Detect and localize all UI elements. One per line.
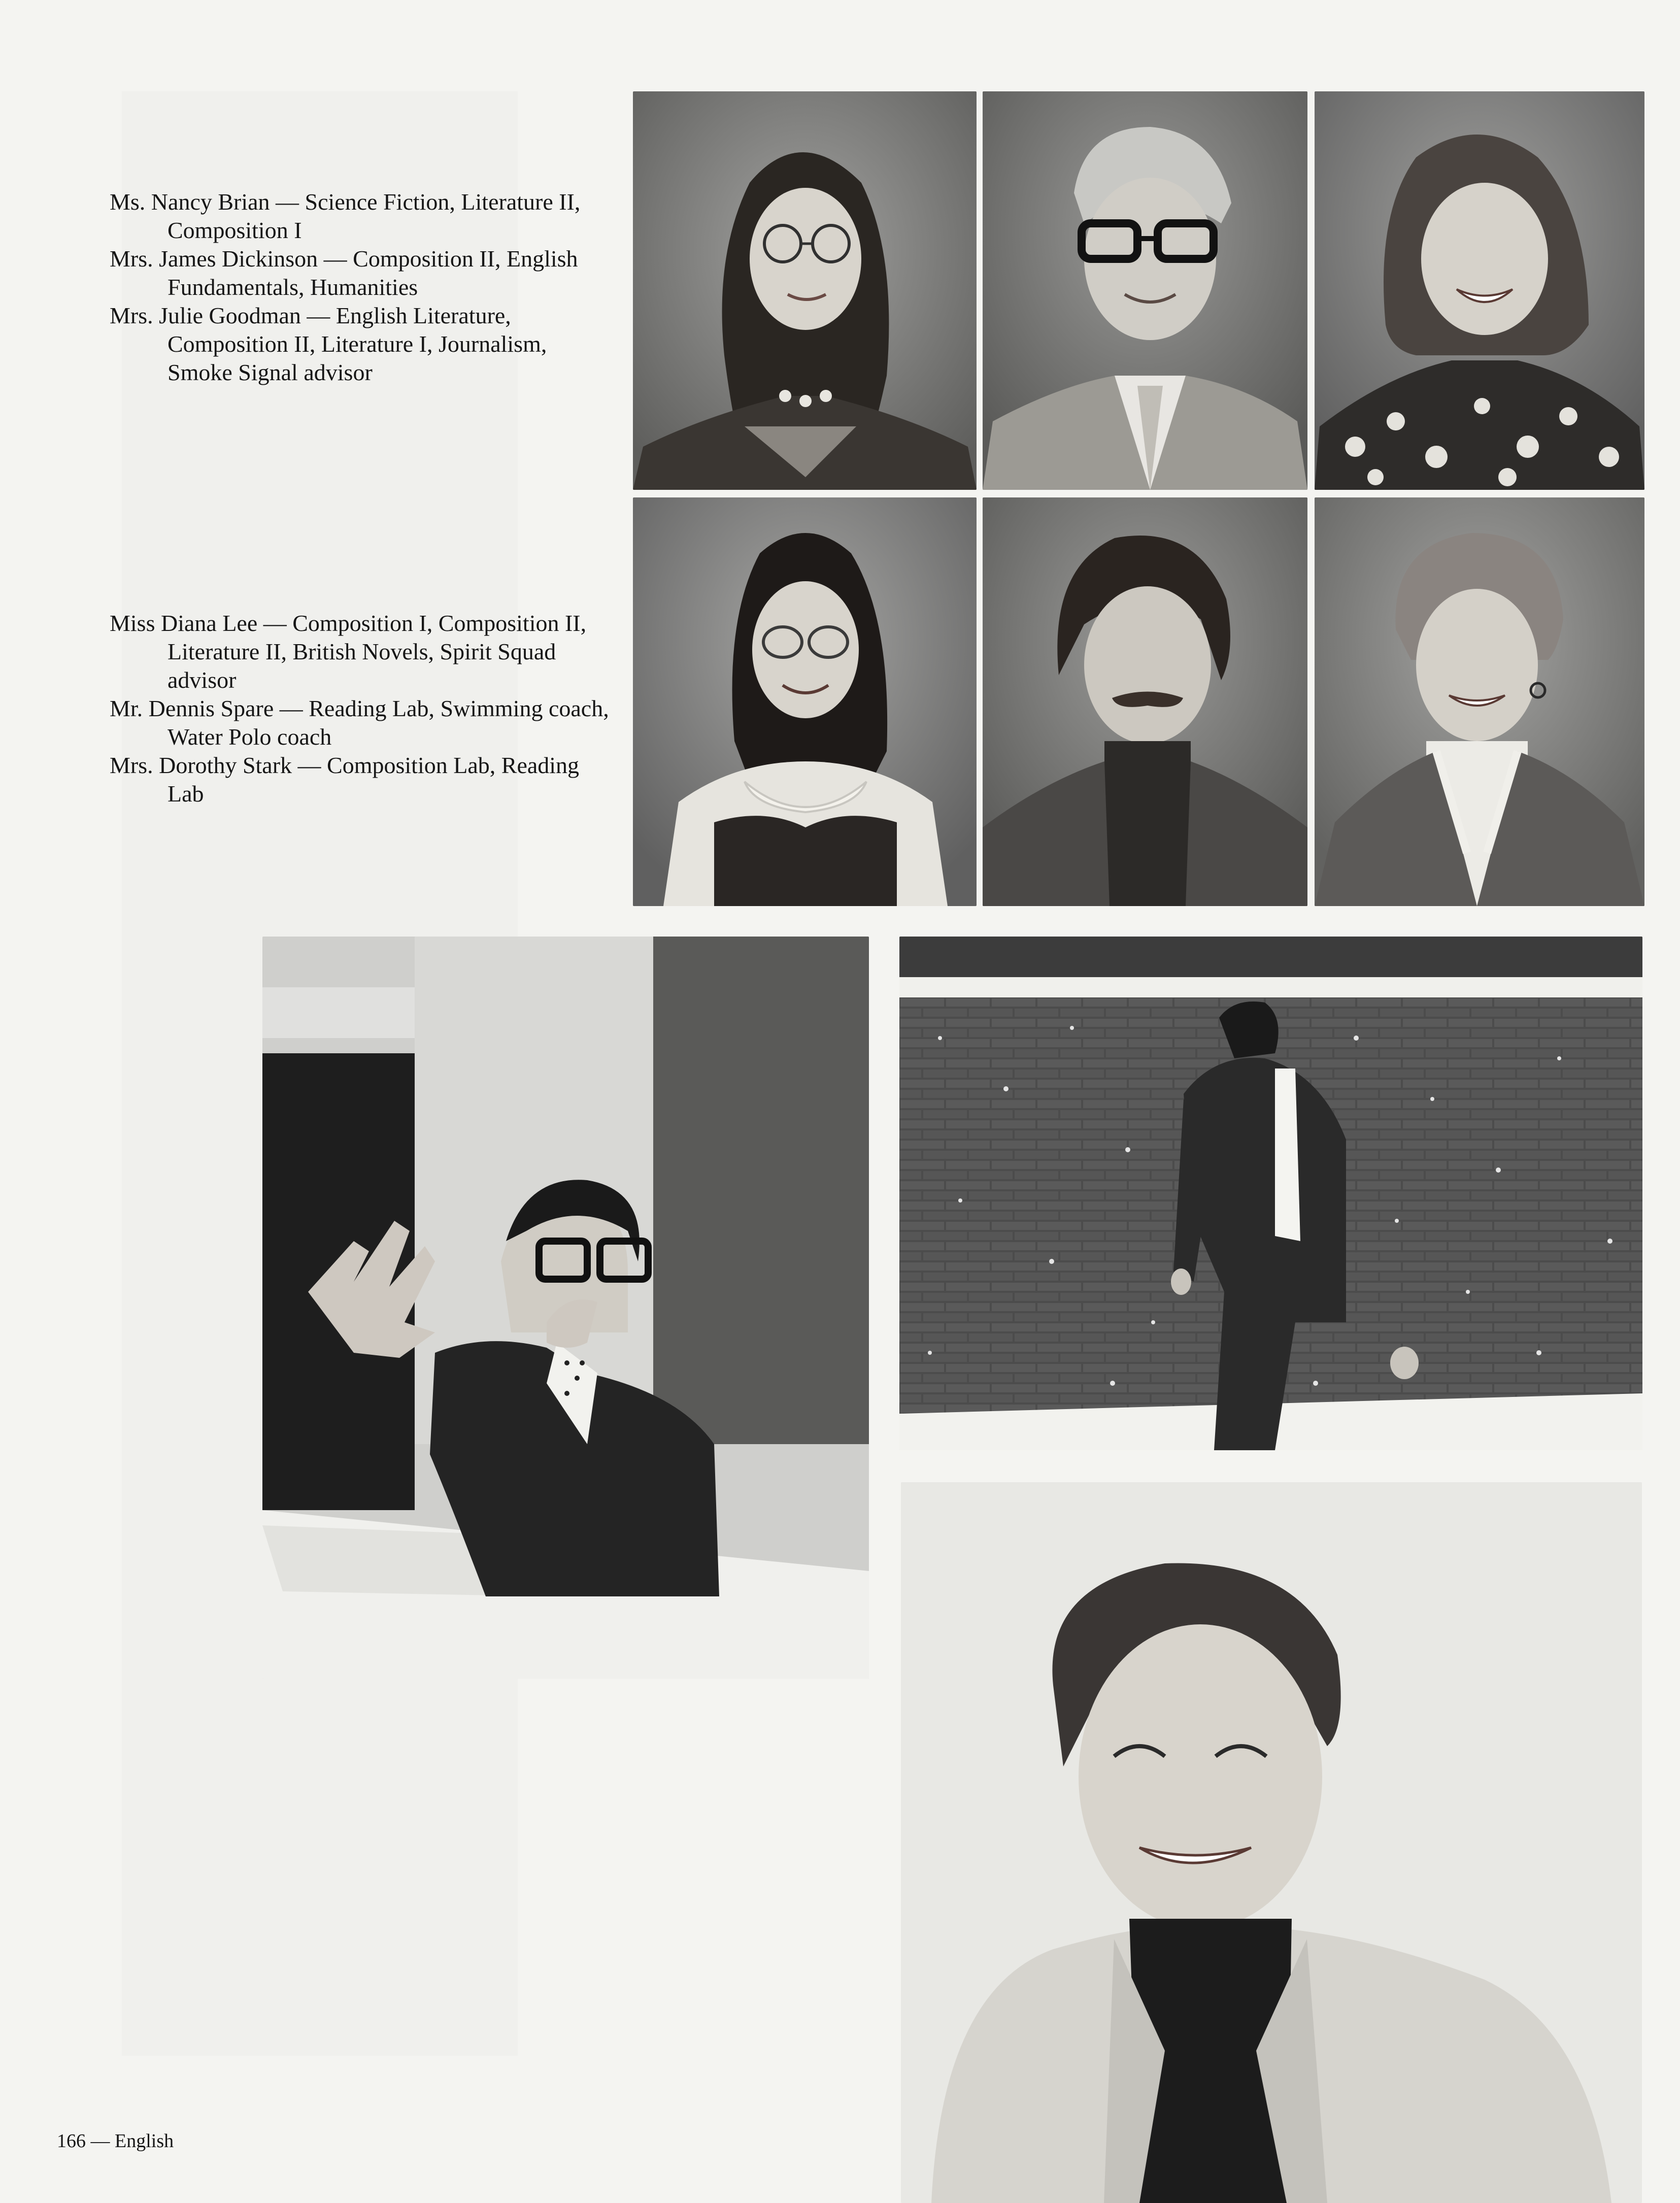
candid-woman-turtleneck xyxy=(901,1482,1642,2203)
caption-block-top-row xyxy=(110,188,617,387)
caption-julie-goodman: Mrs. Julie Goodman — English Literature, Composition II, Literature I, Journalism, Smoke Signal advisor xyxy=(110,303,547,385)
page-folio: 166 — English xyxy=(57,2130,174,2152)
caption-block-bottom-row xyxy=(110,609,617,808)
portrait-julie-goodman xyxy=(1315,91,1644,490)
caption-james-dickinson: Mrs. James Dickinson — Composition II, English Fundamentals, Humanities xyxy=(110,246,578,300)
portrait-james-dickinson xyxy=(983,91,1307,490)
caption-diana-lee: Miss Diana Lee — Composition I, Composition II, Literature II, British Novels, Spirit Squad advisor xyxy=(110,610,587,693)
caption-dennis-spare: Mr. Dennis Spare — Reading Lab, Swimming coach, Water Polo coach xyxy=(110,695,609,750)
portrait-diana-lee xyxy=(633,497,977,906)
portrait-dorothy-stark xyxy=(1315,497,1644,906)
caption-nancy-brian: Ms. Nancy Brian — Science Fiction, Literature II, Composition I xyxy=(110,189,581,243)
candid-classroom-teacher xyxy=(262,937,869,1679)
portrait-nancy-brian xyxy=(633,91,977,490)
portrait-dennis-spare xyxy=(983,497,1307,906)
caption-dorothy-stark: Mrs. Dorothy Stark — Composition Lab, Reading Lab xyxy=(110,752,580,807)
candid-snow-brick-wall xyxy=(899,937,1642,1450)
